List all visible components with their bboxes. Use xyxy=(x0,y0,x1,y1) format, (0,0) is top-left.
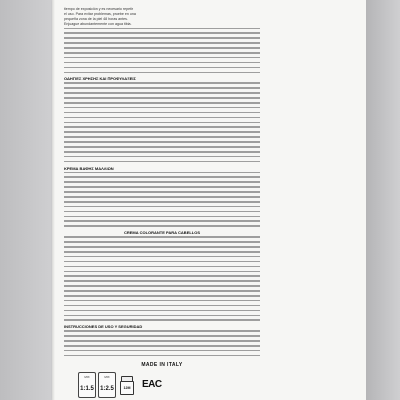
intro-line: tiempo de exposición y es necesario repetir xyxy=(64,6,134,11)
section-heading: ΟΔΗΓΙΕΣ ΧΡΗΣΗΣ ΚΑΙ ΠΡΟΦΥΛΑΞΕΙΣ xyxy=(64,76,136,82)
illegible-paragraph-lines xyxy=(64,82,260,162)
made-in-label: MADE IN ITALY xyxy=(141,362,183,368)
mix-ratio-icon xyxy=(78,372,96,398)
intro-paragraph xyxy=(64,2,260,27)
eac-certification-mark: EAC xyxy=(142,379,162,390)
mix-ratio-caption: MIX xyxy=(84,375,90,379)
section-heading: ΚΡΕΜΑ ΒΑΦΗΣ ΜΑΛΛΙΩΝ xyxy=(64,165,114,171)
pao-jar-icon xyxy=(119,376,133,396)
section-heading: INSTRUCCIONES DE USO Y SEGURIDAD xyxy=(64,324,143,330)
section-heading: CREMA COLORANTE PARA CABELLOS xyxy=(123,230,201,236)
illegible-paragraph-lines xyxy=(64,330,260,358)
mix-ratio-value: 1:2.5 xyxy=(100,386,114,392)
intro-line: Enjuague abundantemente con agua tibia. xyxy=(64,21,132,26)
illegible-paragraph-lines xyxy=(64,172,260,227)
mix-ratio-icon xyxy=(98,372,116,398)
right-shadow xyxy=(366,0,400,400)
intro-line: el uso. Para evitar problemas, pruebe en una xyxy=(64,11,136,16)
left-shadow xyxy=(0,0,52,400)
mix-ratio-caption: MIX xyxy=(104,375,110,379)
mix-ratio-value: 1:1.5 xyxy=(80,386,94,392)
instructions-text xyxy=(64,2,260,358)
intro-line: pequeña zona de la piel 48 horas antes. xyxy=(64,16,128,21)
illegible-paragraph-lines xyxy=(64,236,260,321)
illegible-paragraph-lines xyxy=(64,28,260,74)
panel-fold-edge xyxy=(52,0,55,400)
footer-icons xyxy=(64,372,260,398)
pao-label: 12M xyxy=(123,385,131,390)
